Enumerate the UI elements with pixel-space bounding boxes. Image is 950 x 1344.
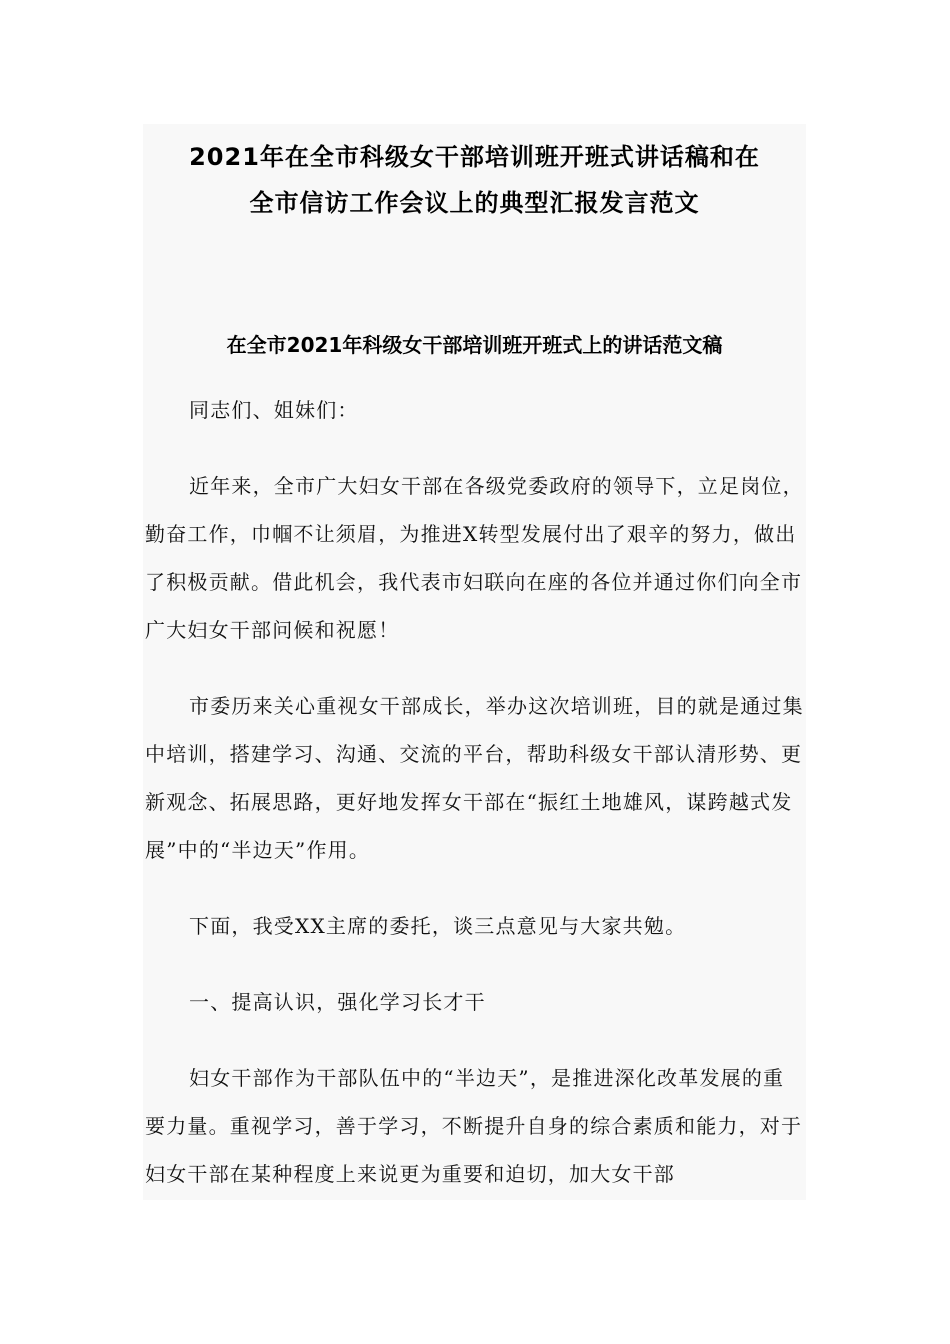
document-title [143, 134, 806, 226]
title-line-1: 2021年在全市科级女干部培训班开班式讲话稿和在 [189, 143, 760, 171]
document-page [143, 124, 806, 1200]
greeting: 同志们、姐妹们： [189, 398, 359, 422]
paragraph-2: 市委历来关心重视女干部成长，举办这次培训班，目的就是通过集中培训，搭建学习、沟通、交流的平台，帮助科级女干部认清形势、更新观念、拓展思路，更好地发挥女干部在“振红土地雄风，谋跨越式发展”中的“半边天”作用。 [145, 694, 804, 862]
paragraph-1: 近年来，全市广大妇女干部在各级党委政府的领导下，立足岗位，勤奋工作，巾帼不让须眉，为推进X转型发展付出了艰辛的努力，做出了积极贡献。借此机会，我代表市妇联向在座的各位并通过你们向全市广大妇女干部问候和祝愿！ [145, 474, 804, 642]
paragraph-4: 一、提高认识，强化学习长才干 [189, 990, 486, 1014]
paragraph-5: 妇女干部作为干部队伍中的“半边天”，是推进深化改革发展的重要力量。重视学习，善于学习，不断提升自身的综合素质和能力，对于妇女干部在某种程度上来说更为重要和迫切，加大女干部 [145, 1066, 803, 1186]
paragraph-3: 下面，我受XX主席的委托，谈三点意见与大家共勉。 [189, 914, 687, 938]
section-heading: 在全市2021年科级女干部培训班开班式上的讲话范文稿 [226, 333, 723, 357]
document-body [145, 386, 805, 1200]
title-line-2: 全市信访工作会议上的典型汇报发言范文 [249, 189, 700, 217]
